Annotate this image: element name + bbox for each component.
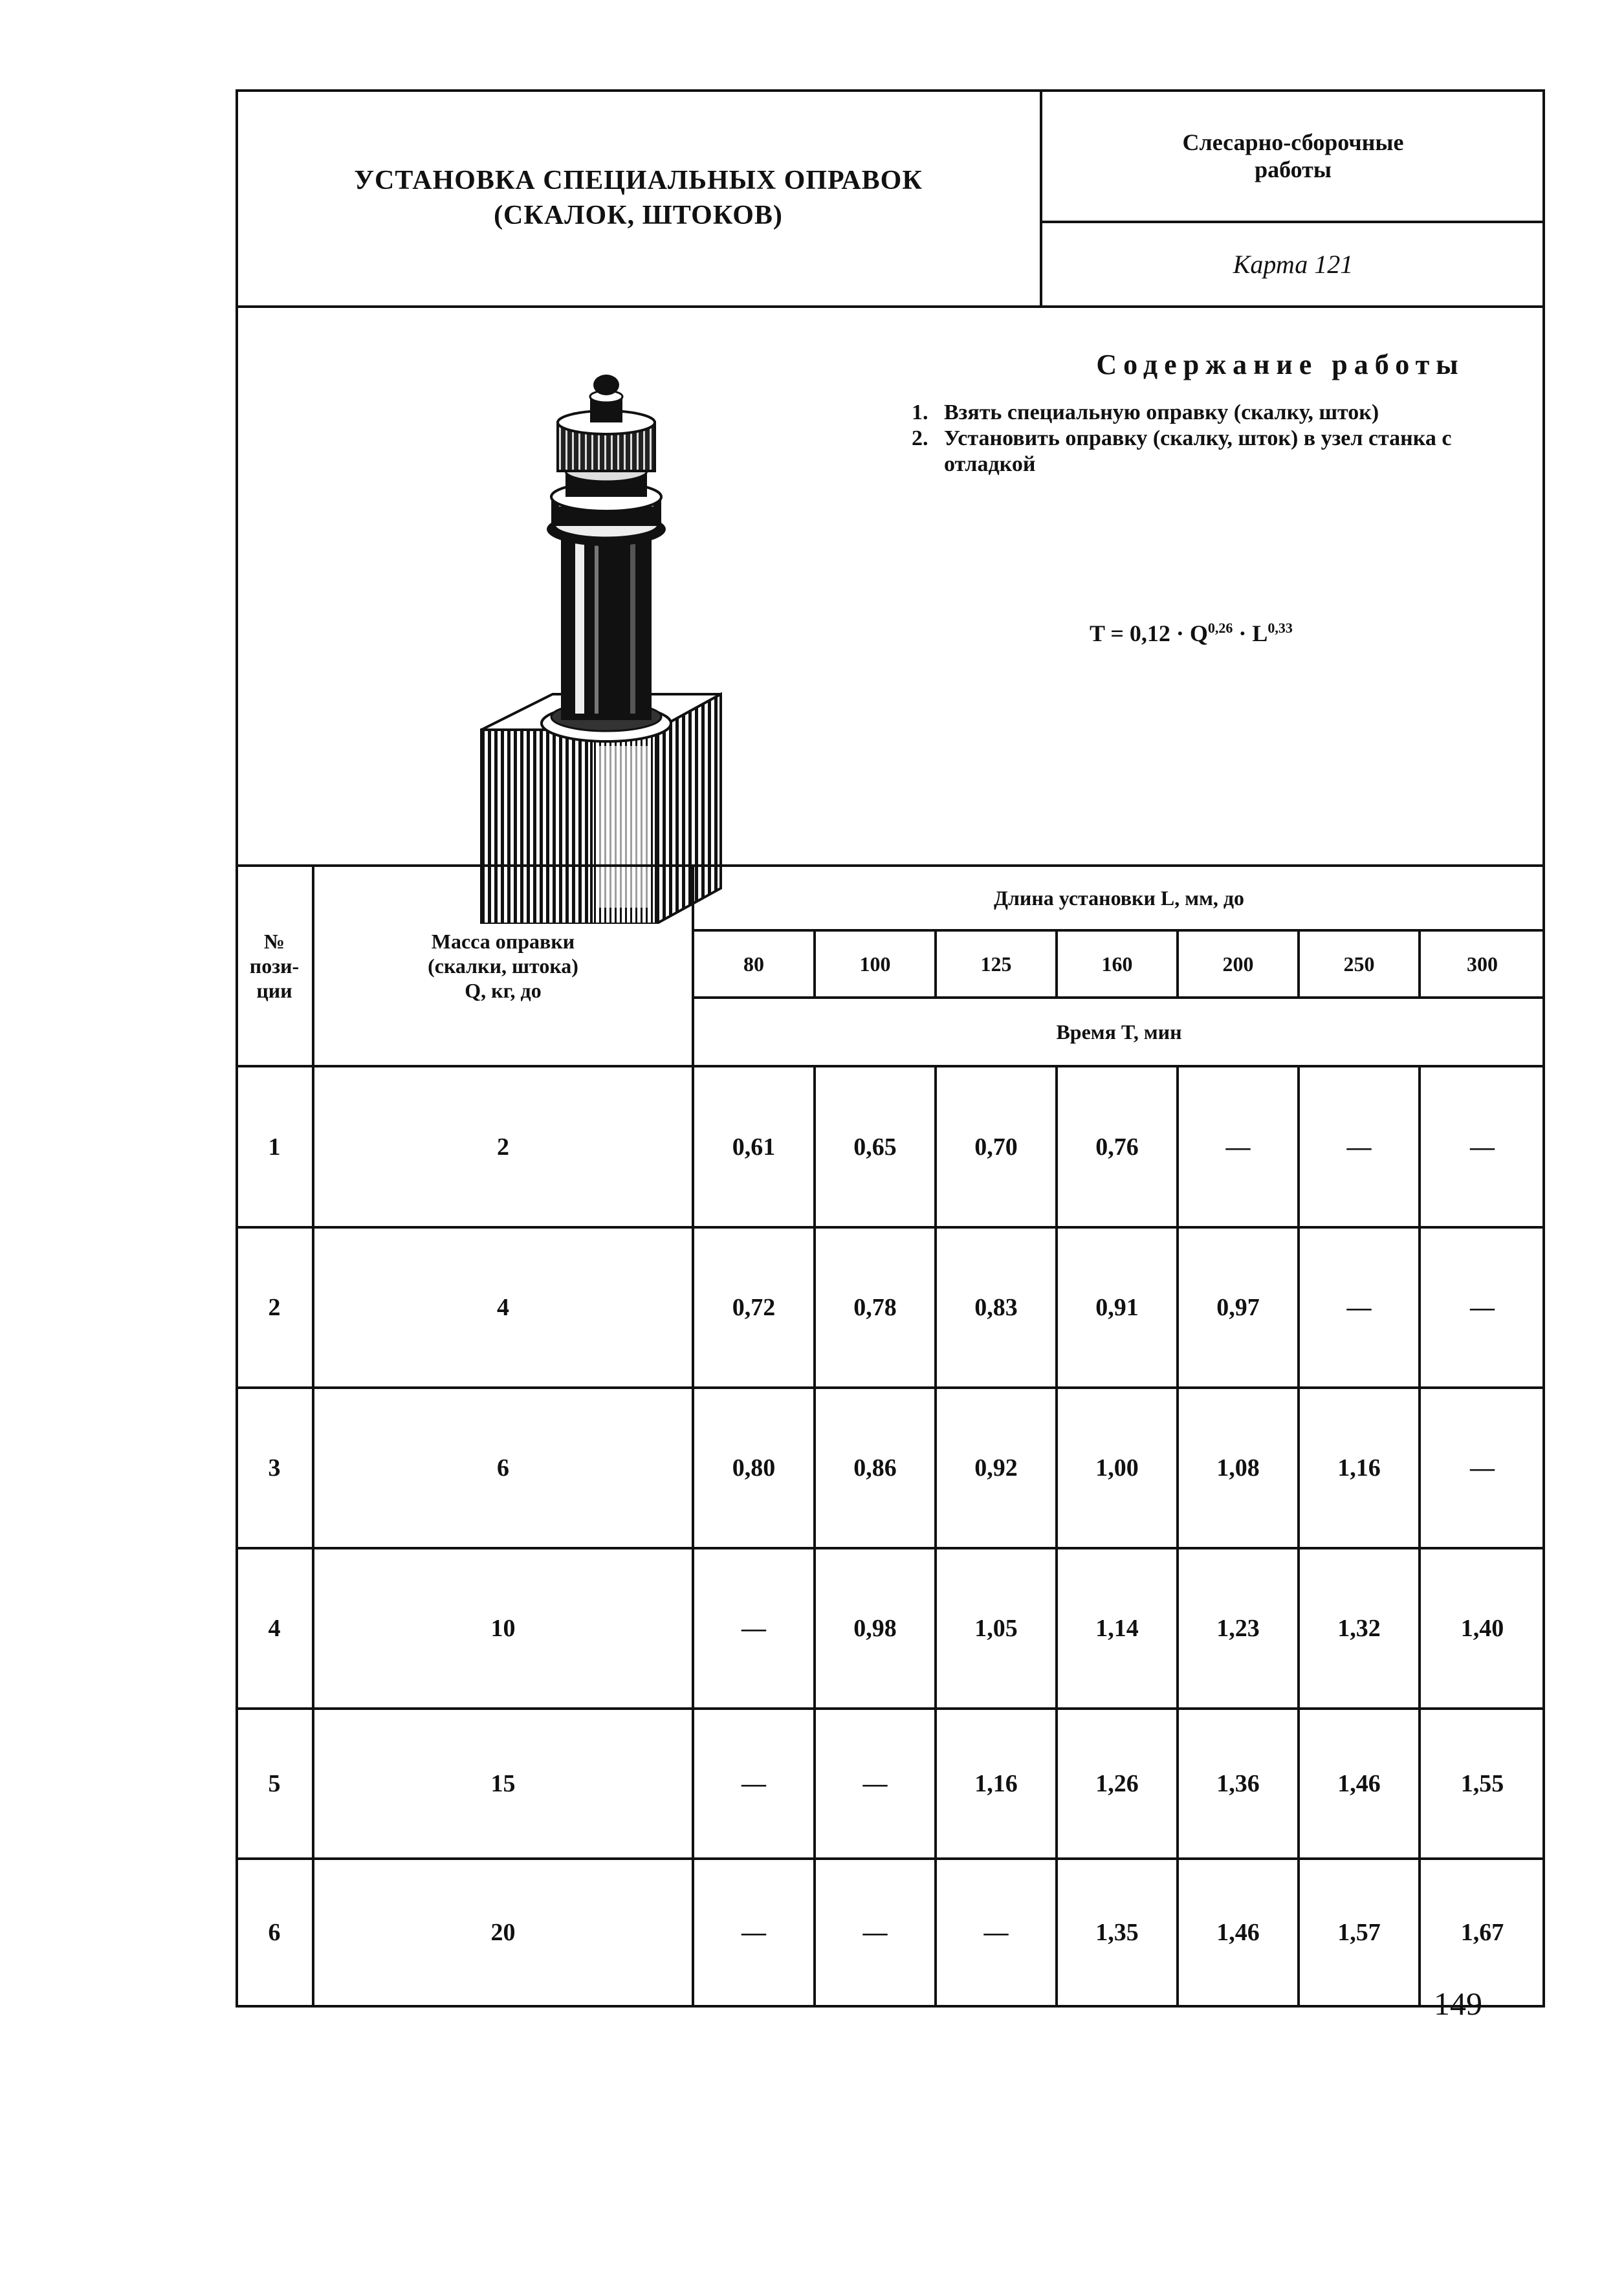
work-category-line2: работы bbox=[1255, 156, 1332, 182]
time-value: 0,76 bbox=[1095, 1133, 1139, 1161]
page-number: 149 bbox=[1434, 1986, 1482, 2022]
time-value: — bbox=[1346, 1133, 1372, 1161]
work-steps bbox=[912, 400, 1533, 477]
time-value: — bbox=[1470, 1133, 1495, 1161]
mass-header-line1: Масса оправки bbox=[431, 930, 575, 953]
time-value: 0,61 bbox=[732, 1133, 776, 1161]
step-item bbox=[912, 426, 1533, 477]
time-value: 1,46 bbox=[1337, 1770, 1381, 1797]
length-col-200: 200 bbox=[1222, 952, 1254, 976]
page-title-line1: УСТАНОВКА СПЕЦИАЛЬНЫХ ОПРАВОК bbox=[354, 166, 923, 195]
step-item bbox=[912, 400, 1533, 426]
time-value: 1,14 bbox=[1095, 1615, 1139, 1642]
length-header: Длина установки L, мм, до bbox=[993, 886, 1245, 910]
position-header bbox=[236, 866, 313, 1066]
row-mass: 4 bbox=[497, 1294, 509, 1321]
time-value: 1,08 bbox=[1216, 1454, 1260, 1482]
time-value: 0,83 bbox=[974, 1294, 1018, 1321]
row-position: 5 bbox=[268, 1770, 281, 1797]
formula-mid: · L bbox=[1233, 620, 1268, 646]
row-position: 4 bbox=[268, 1615, 281, 1642]
time-value: 1,32 bbox=[1337, 1615, 1381, 1642]
time-value: 0,98 bbox=[853, 1615, 897, 1642]
time-value: — bbox=[1225, 1133, 1251, 1161]
row-position: 3 bbox=[268, 1454, 281, 1482]
time-value: 0,72 bbox=[732, 1294, 776, 1321]
row-position: 2 bbox=[268, 1294, 281, 1321]
work-category bbox=[1041, 89, 1545, 222]
time-value: — bbox=[741, 1770, 766, 1797]
formula-q-exponent: 0,26 bbox=[1207, 620, 1233, 636]
time-value: — bbox=[741, 1615, 766, 1642]
row-mass: 2 bbox=[497, 1133, 509, 1161]
position-header-text: № пози-ции bbox=[249, 930, 300, 1002]
length-col-160: 160 bbox=[1101, 952, 1133, 976]
time-value: 1,05 bbox=[974, 1615, 1018, 1642]
step-text: Взять специальную оправку (скалку, шток) bbox=[944, 400, 1379, 424]
mass-header-line2: (скалки, штока) bbox=[428, 954, 578, 978]
length-col-125: 125 bbox=[980, 952, 1012, 976]
row-mass: 10 bbox=[490, 1615, 516, 1642]
row-position: 1 bbox=[268, 1133, 281, 1161]
page-title-line2: (СКАЛОК, ШТОКОВ) bbox=[494, 201, 783, 230]
step-number: 2. bbox=[912, 426, 928, 450]
mass-header bbox=[313, 866, 693, 1066]
mandrel-illustration bbox=[475, 358, 740, 924]
time-value: 0,65 bbox=[853, 1133, 897, 1161]
time-value: — bbox=[741, 1919, 766, 1946]
time-value: 1,57 bbox=[1337, 1919, 1381, 1946]
time-value: 0,91 bbox=[1095, 1294, 1139, 1321]
length-col-80: 80 bbox=[743, 952, 764, 976]
length-col-100: 100 bbox=[859, 952, 891, 976]
time-value: 1,26 bbox=[1095, 1770, 1139, 1797]
time-value: — bbox=[1470, 1454, 1495, 1482]
time-value: 0,86 bbox=[853, 1454, 897, 1482]
time-value: 1,16 bbox=[1337, 1454, 1381, 1482]
step-text: Установить оправку (скалку, шток) в узел станка с отладкой bbox=[944, 426, 1452, 476]
time-value: 0,70 bbox=[974, 1133, 1018, 1161]
time-value: 1,23 bbox=[1216, 1615, 1260, 1642]
time-value: — bbox=[1346, 1294, 1372, 1321]
time-value: — bbox=[862, 1919, 888, 1946]
time-value: 0,92 bbox=[974, 1454, 1018, 1482]
length-col-250: 250 bbox=[1343, 952, 1375, 976]
time-value: 1,35 bbox=[1095, 1919, 1139, 1946]
time-value: — bbox=[1470, 1294, 1495, 1321]
time-value: 1,67 bbox=[1460, 1919, 1504, 1946]
time-value: 0,78 bbox=[853, 1294, 897, 1321]
process-card bbox=[236, 89, 1545, 2008]
row-mass: 15 bbox=[490, 1770, 516, 1797]
time-value: 1,40 bbox=[1460, 1615, 1504, 1642]
time-value: 1,00 bbox=[1095, 1454, 1139, 1482]
formula-l-exponent: 0,33 bbox=[1267, 620, 1293, 636]
time-value: — bbox=[862, 1770, 888, 1797]
row-mass: 20 bbox=[490, 1919, 516, 1946]
time-value: 1,36 bbox=[1216, 1770, 1260, 1797]
work-content-title: Содержание работы bbox=[1096, 349, 1465, 380]
time-value: 1,16 bbox=[974, 1770, 1018, 1797]
formula-lhs: T = 0,12 · Q bbox=[1090, 620, 1208, 646]
row-position: 6 bbox=[268, 1919, 281, 1946]
step-number: 1. bbox=[912, 400, 928, 424]
row-mass: 6 bbox=[497, 1454, 509, 1482]
work-category-line1: Слесарно-сборочные bbox=[1182, 129, 1404, 155]
page-title bbox=[236, 89, 1041, 307]
time-value: 1,46 bbox=[1216, 1919, 1260, 1946]
length-col-300: 300 bbox=[1467, 952, 1498, 976]
time-header: Время T, мин bbox=[1056, 1020, 1182, 1044]
time-value: — bbox=[983, 1919, 1009, 1946]
mass-header-line3: Q, кг, до bbox=[465, 979, 542, 1002]
time-value: 1,55 bbox=[1460, 1770, 1504, 1797]
time-formula bbox=[1090, 620, 1293, 647]
time-value: 0,97 bbox=[1216, 1294, 1260, 1321]
time-value: 0,80 bbox=[732, 1454, 776, 1482]
card-number: Карта 121 bbox=[1233, 250, 1354, 279]
